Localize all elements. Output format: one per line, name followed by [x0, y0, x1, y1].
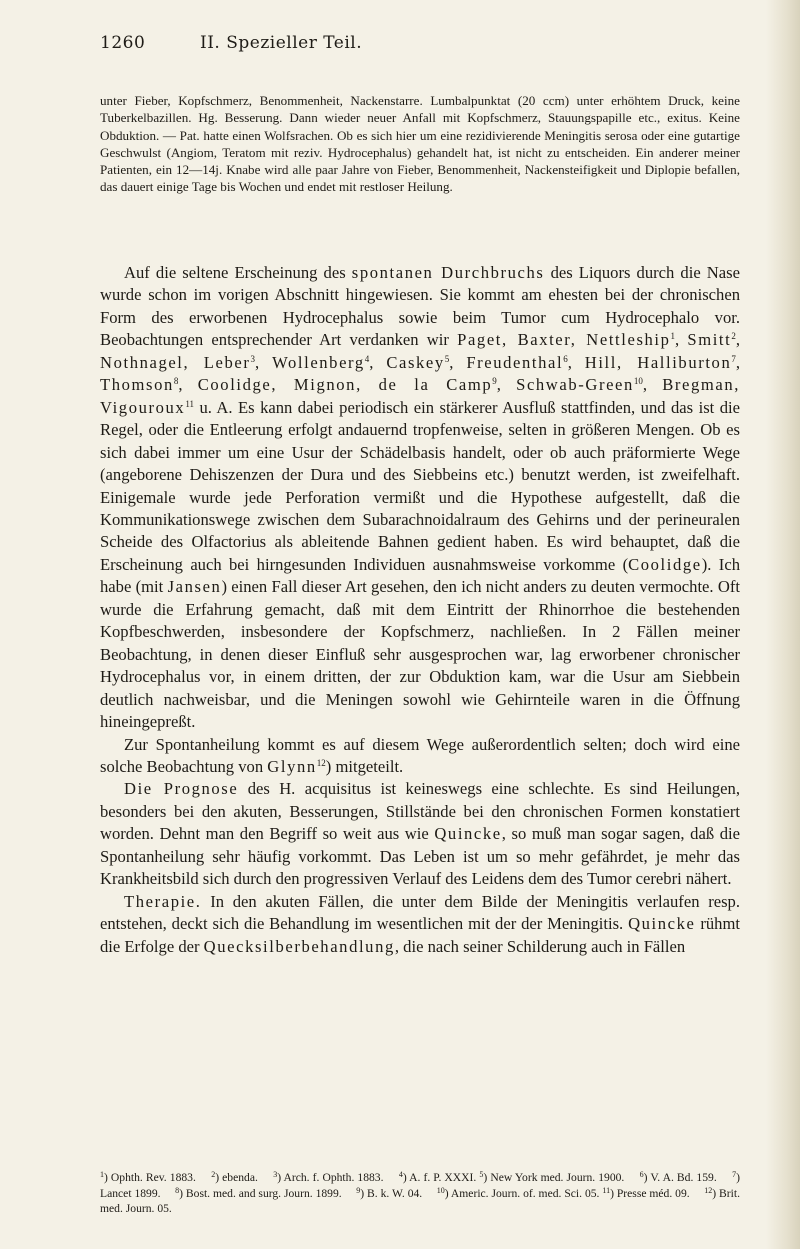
- case-report-paragraph: [100, 92, 740, 196]
- author-name: Quincke: [628, 914, 696, 934]
- author-name: Freudenthal: [466, 352, 564, 372]
- author-name: Quincke: [434, 824, 502, 844]
- author-name: Halliburton: [637, 352, 732, 372]
- footnote: $^7$) Lancet 1899.: [100, 1170, 740, 1200]
- author-name: Caskey: [386, 352, 445, 372]
- emphasis-mercury-treatment: Quecksilberbehandlung: [203, 936, 395, 956]
- footnote: $^{12}$) Brit. med. Journ. 05.: [100, 1185, 740, 1216]
- author-name: Schwab-Green: [516, 375, 634, 395]
- footnote: $^1$) Ophth. Rev. 1883.: [100, 1170, 196, 1184]
- emphasis-spontaneous-rupture: spontanen Durchbruchs: [351, 263, 545, 282]
- page-edge-shadow: [766, 0, 800, 1249]
- footnote-ref: 8: [173, 376, 179, 387]
- author-name: Baxter,: [517, 330, 587, 350]
- author-name: Nettleship: [586, 330, 671, 350]
- main-text: [100, 262, 740, 958]
- footnote: $^6$) V. A. Bd. 159.: [639, 1170, 717, 1184]
- footnote-ref: 5: [444, 353, 450, 364]
- paragraph-therapy: Therapie. In den akuten Fällen, die unter dem Bilde der Meningitis verlaufen resp. entstehen, deckt sich die Behandlung im wesentlichen mit der der Meningitis. Quincke rühmt die Erfolge der Quecksilberbehandlung, die nach seiner Schilderung auch in Fällen: [100, 891, 740, 956]
- author-name: Wollenberg: [272, 352, 365, 372]
- footnote-ref: 12: [316, 757, 326, 768]
- footnote: $^3$) Arch. f. Ophth. 1883.: [273, 1170, 384, 1184]
- footnote-ref: 10: [633, 376, 643, 387]
- author-name: Nothnagel,: [100, 352, 204, 372]
- footnote: $^8$) Bost. med. and surg. Journ. 1899.: [175, 1185, 342, 1200]
- footnote-ref: 1: [670, 331, 676, 342]
- footnotes: [100, 1170, 740, 1217]
- footnote-ref: 11: [185, 398, 194, 409]
- author-name: de la Camp: [378, 375, 493, 395]
- author-name: Thomson: [100, 375, 174, 395]
- author-name: Hill,: [584, 352, 638, 372]
- footnote: $^4$) A. f. P. XXXI.: [398, 1170, 477, 1184]
- footnote: $^5$) New York med. Journ. 1900.: [479, 1170, 625, 1184]
- footnote: $^{11}$) Presse méd. 09.: [602, 1185, 690, 1200]
- author-name: Paget,: [457, 330, 518, 350]
- paragraph-liquor-rhinorrhoea: Auf die seltene Erscheinung des spontanen Durchbruchs des Liquors durch die Nase wurde schon im vorigen Abschnitt hingewiesen. Sie kommt am ehesten bei der chronischen Form des erworbenen Hydrocephalus sowie beim Tumor cum Hydrocephalo vor. Beobachtungen entsprechender Art verdanken wir Paget, Baxter, Nettleship$^1$, Smitt$^2$, Nothnagel, Leber$^3$, Wollenberg$^4$, Caskey$^5$, Freudenthal$^6$, Hill, Halliburton$^7$, Thomson$^8$, Coolidge, Mignon, de la Camp$^9$, Schwab-Green$^{10}$, Bregman, Vigouroux$^{11}$ u. A. Es kann dabei periodisch ein stärkerer Ausfluß stattfinden, und das ist die Regel, oder die Entleerung erfolgt andauernd tropfenweise, selten in größeren Mengen. Ob es sich dabei immer um eine Usur der Schädelbasis handelt, oder ob auch präformierte Wege (angeborene Dehiszenzen der Dura und des Siebbeins etc.) benutzt werden, ist zweifelhaft. Einigemale wurde jede Perforation vermißt und die Hypothese aufgestellt, daß die Kommunikationswege zwischen dem Subarachnoidalraum des Gehirns und der perineuralen Scheide des Olfactorius als ableitende Bahnen gedient haben. Es wird behauptet, daß die Erscheinung auch bei hirngesunden Individuen ausnahmsweise vorkomme (Coolidge). Ich habe (mit Jansen) einen Fall dieser Art gesehen, den ich nicht anders zu deuten vermochte. Oft wurde die Erfahrung gemacht, daß mit dem Eintritt der Rhinorrhoe die bestehenden Kopfbeschwerden, insbesondere der Kopfschmerz, nachließen. In 2 Fällen meiner Beobachtung, in denen dieser Einfluß sehr ausgesprochen war, lag erworbener chronischer Hydrocephalus vor, in einem dritten, der zur Obduktion kam, war die Usur am Siebbein deutlich nachweisbar, und die Meningen sowohl wie Gehirnteile waren in die Öffnung hineingepreßt.: [100, 263, 741, 732]
- author-name: Vigouroux: [100, 397, 186, 417]
- footnote-ref: 4: [364, 353, 370, 364]
- footnote: $^{10}$) Americ. Journ. of. med. Sci. 05.: [436, 1185, 600, 1200]
- author-name: Glynn: [267, 756, 317, 776]
- section-title: II. Spezieller Teil.: [200, 33, 363, 53]
- paragraph-spontaneous-healing: Zur Spontanheilung kommt es auf diesem Wege außerordentlich selten; doch wird eine solche Beobachtung von Glynn$^{12}$) mitgeteilt.: [100, 734, 740, 776]
- author-name: Leber: [203, 352, 251, 372]
- footnote-ref: 2: [731, 331, 736, 342]
- page-number: 1260: [100, 33, 146, 53]
- author-name: Mignon,: [293, 375, 379, 395]
- author-name: Bregman,: [662, 375, 741, 395]
- footnote-ref: 9: [492, 376, 497, 387]
- footnote-ref: 6: [563, 353, 568, 364]
- footnote-ref: 7: [731, 353, 736, 364]
- heading-therapy: Therapie.: [124, 891, 202, 911]
- author-name: Coolidge,: [197, 375, 294, 395]
- heading-prognosis: Die Prognose: [124, 779, 239, 799]
- author-name: Smitt: [687, 330, 732, 350]
- small-print-text: unter Fieber, Kopfschmerz, Benommenheit, Nackenstarre. Lumbalpunktat (20 ccm) unter erhöhtem Druck, keine Tuberkelbazillen. Hg. Besserung. Dann wieder neuer Anfall mit Kopfschmerz, Stauungspapille etc., exitus. Keine Obduktion. — Pat. hatte einen Wolfsrachen. Ob es sich hier um eine rezidivierende Meningitis serosa oder eine gutartige Geschwulst (Angiom, Teratom mit reziv. Hydrocephalus) gehandelt hat, ist nicht zu entscheiden. Ein anderer meiner Patienten, ein 12—14j. Knabe wird alle paar Jahre von Fieber, Benommenheit, Nackensteifigkeit und Diplopie befallen, das dauert einige Tage bis Wochen und endet mit restloser Heilung.: [100, 93, 740, 195]
- author-name: Jansen: [167, 577, 222, 597]
- paragraph-prognosis: Die Prognose des H. acquisitus ist keineswegs eine schlechte. Es sind Heilungen, besonders bei den akuten, Besserungen, Stillstände bei den chronischen Formen konstatiert worden. Dehnt man den Begriff so weit aus wie Quincke, so muß man sogar sagen, daß die Spontanheilung sehr häufig vorkommt. Das Leben ist um so mehr gefährdet, je mehr das Krankheitsbild sich durch den progressiven Verlauf des Leidens dem des Tumor cerebri nähert.: [100, 779, 740, 889]
- footnote-ref: 3: [250, 353, 255, 364]
- footnote: $^2$) ebenda.: [211, 1170, 258, 1184]
- author-name: Coolidge: [628, 554, 702, 574]
- footnote: $^9$) B. k. W. 04.: [356, 1185, 423, 1200]
